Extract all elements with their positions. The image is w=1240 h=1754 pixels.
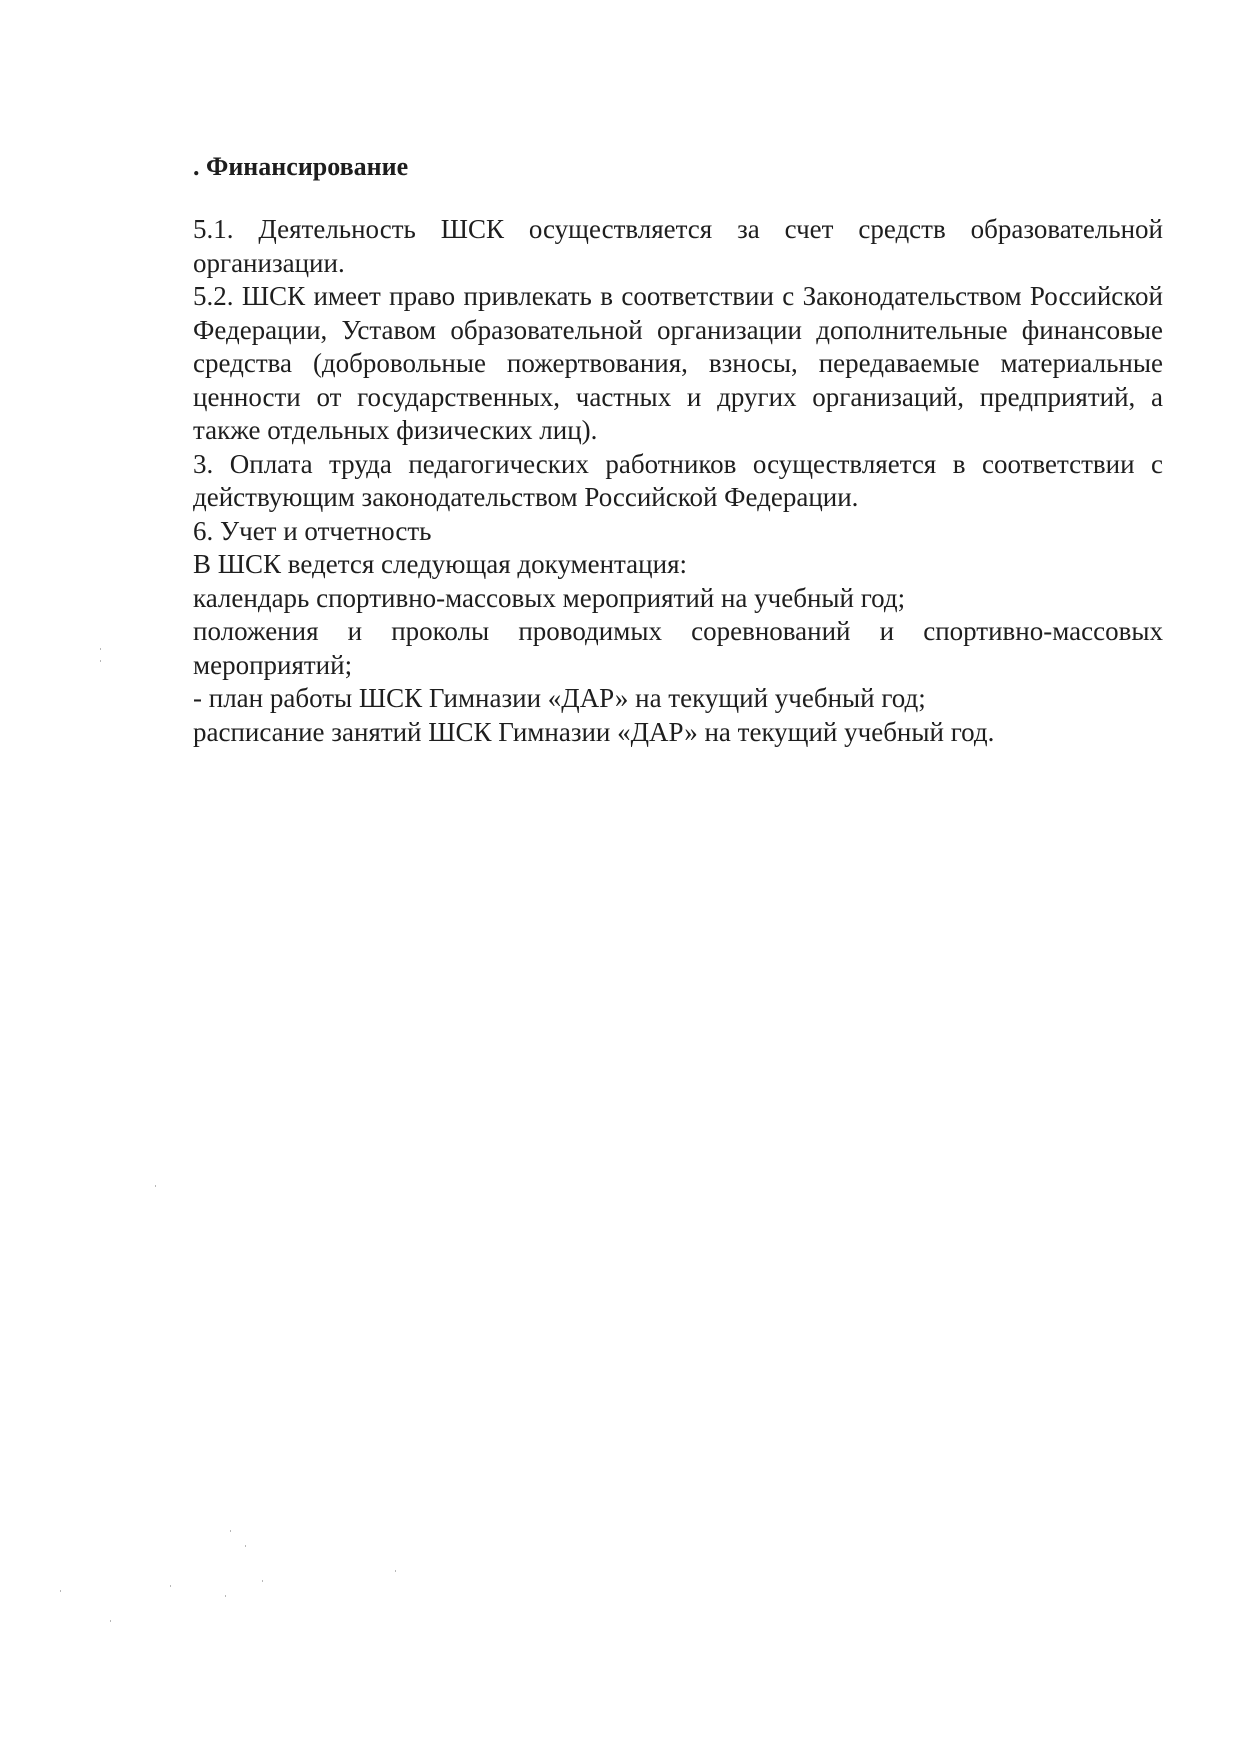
documentation-intro: В ШСК ведется следующая документация: — [193, 549, 687, 579]
document-body — [193, 150, 1163, 749]
list-item-schedule: расписание занятий ШСК Гимназии «ДАР» на текущий учебный год. — [193, 716, 995, 747]
section-heading-financing: . Финансирование — [193, 152, 409, 181]
scan-artifact — [110, 1620, 111, 1622]
scan-artifact — [155, 1185, 156, 1187]
scan-artifact — [395, 1570, 396, 1572]
scan-artifact — [60, 1590, 61, 1592]
list-item-calendar: календарь спортивно-массовых мероприятий на учебный год; — [193, 582, 906, 613]
scan-artifact — [262, 1580, 263, 1582]
paragraph-5-2: 5.2. ШСК имеет право привлекать в соответствии с Законодательством Российской Федерации, Уставом образовательной организации дополнительные финансовые средства (добровольные пожертвования, взносы, передаваемые материальные ценности от государственных, частных и других организаций, предприятий, а также отдельных физических лиц). — [193, 281, 1163, 445]
scan-artifact — [230, 1530, 231, 1532]
scan-artifact — [225, 1595, 226, 1597]
scan-artifact — [170, 1585, 171, 1587]
list-item-work-plan: - план работы ШСК Гимназии «ДАР» на текущий учебный год; — [193, 683, 926, 713]
scan-artifact — [245, 1545, 246, 1547]
scan-artifact — [100, 660, 101, 662]
paragraph-5-1: 5.1. Деятельность ШСК осуществляется за счет средств образовательной организации. — [193, 214, 1163, 278]
paragraph-3-payment: 3. Оплата труда педагогических работников осуществляется в соответствии с действующим законодательством Российской Федерации. — [193, 448, 1163, 512]
scan-artifact — [100, 648, 101, 650]
list-item-regulations: положения и проколы проводимых соревнований и спортивно-массовых мероприятий; — [193, 616, 1163, 680]
section-heading-accounting: 6. Учет и отчетность — [193, 515, 432, 546]
